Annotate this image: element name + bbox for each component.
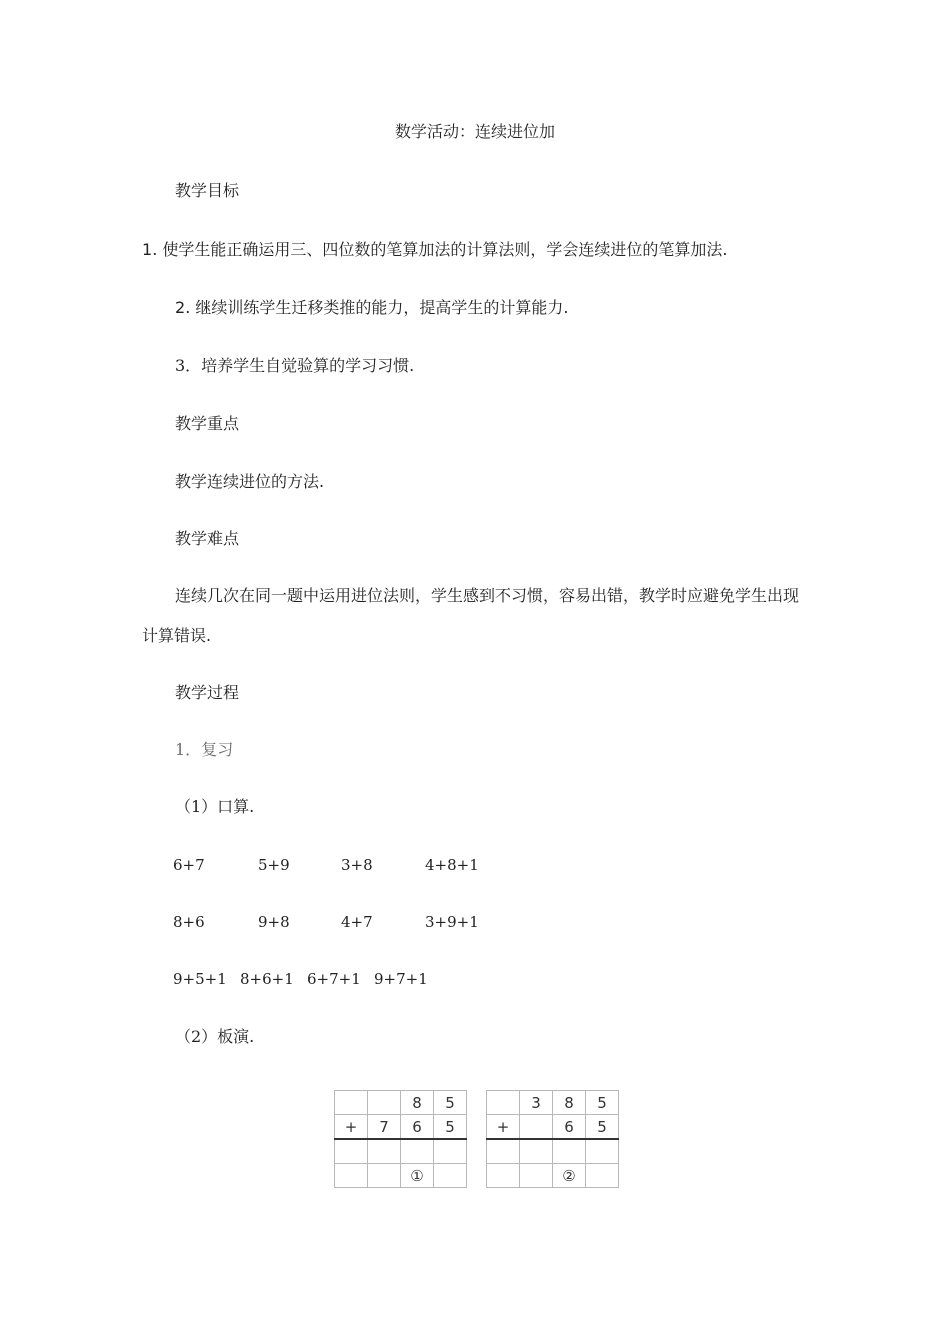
grid-cell [553,1139,586,1164]
goal-2-number: 2 [175,298,186,317]
oral-expression: 9+7+1 [374,970,428,988]
grid-cell [335,1164,368,1188]
difficulty-text-line-2: 计算错误. [142,626,212,645]
grid-cell: 6 [553,1115,586,1140]
oral-expression: 9+5+1 [173,970,227,988]
grid-cell [335,1139,368,1164]
oral-expression: 6+7 [173,856,205,874]
goal-1-number: 1 [142,240,153,259]
grid-cell [520,1139,553,1164]
oral-expression: 6+7+1 [307,970,361,988]
grid-cell [487,1164,520,1188]
difficulty-text-line-1: 连续几次在同一题中运用进位法则，学生感到不习惯，容易出错，教学时应避免学生出现 [175,586,800,605]
addition-grid-1 [334,1090,467,1188]
goals-heading: 教学目标 [175,181,240,200]
key-heading: 教学重点 [175,414,240,433]
oral-expression: 8+6+1 [240,970,294,988]
goal-3: 3．培养学生自觉验算的学习习惯. [175,356,415,375]
oral-expression: 4+7 [341,913,373,931]
grid-cell [487,1091,520,1115]
review-number: 1． [175,740,202,759]
oral-expression: 5+9 [258,856,290,874]
key-text: 教学连续进位的方法. [175,472,325,491]
grid-cell: + [487,1115,520,1140]
grid-cell: ② [553,1164,586,1188]
oral-expression: 9+8 [258,913,290,931]
difficulty-heading: 教学难点 [175,529,240,548]
oral-expression: 3+8 [341,856,373,874]
grid-cell [520,1164,553,1188]
goal-1 [142,240,727,260]
grid-cell [368,1091,401,1115]
grid-cell: 7 [368,1115,401,1140]
page-title: 数学活动：连续进位加 [394,122,555,141]
grid-cell: 5 [434,1091,467,1115]
oral-expression: 4+8+1 [425,856,479,874]
process-heading: 教学过程 [175,683,240,702]
grid-cell [401,1139,434,1164]
board-label: （2）板演. [175,1027,255,1046]
grid-cell [586,1139,619,1164]
grid-cell [434,1139,467,1164]
oral-expression: 8+6 [173,913,205,931]
review-item [175,740,233,760]
goal-1-text: . 使学生能正确运用三、四位数的笔算加法的计算法则，学会连续进位的笔算加法. [152,240,728,259]
grid-cell: 5 [434,1115,467,1140]
grid-cell [586,1164,619,1188]
grid-cell: 6 [401,1115,434,1140]
grid-cell: 8 [553,1091,586,1115]
grid-cell: 5 [586,1091,619,1115]
grid-cell [520,1115,553,1140]
grid-cell: 8 [401,1091,434,1115]
grid-cell: 3 [520,1091,553,1115]
grid-cell [434,1164,467,1188]
goal-2-text: . 继续训练学生迁移类推的能力，提高学生的计算能力. [185,298,569,317]
grid-cell: ① [401,1164,434,1188]
grid-cell [368,1164,401,1188]
grid-cell [335,1091,368,1115]
grid-cell [368,1139,401,1164]
grid-cell: + [335,1115,368,1140]
review-label: 复习 [201,740,234,759]
grid-cell: 5 [586,1115,619,1140]
goal-2 [175,298,568,318]
grid-cell [487,1139,520,1164]
oral-label: （1）口算. [175,797,255,816]
oral-expression: 3+9+1 [425,913,479,931]
addition-grid-2 [486,1090,619,1188]
